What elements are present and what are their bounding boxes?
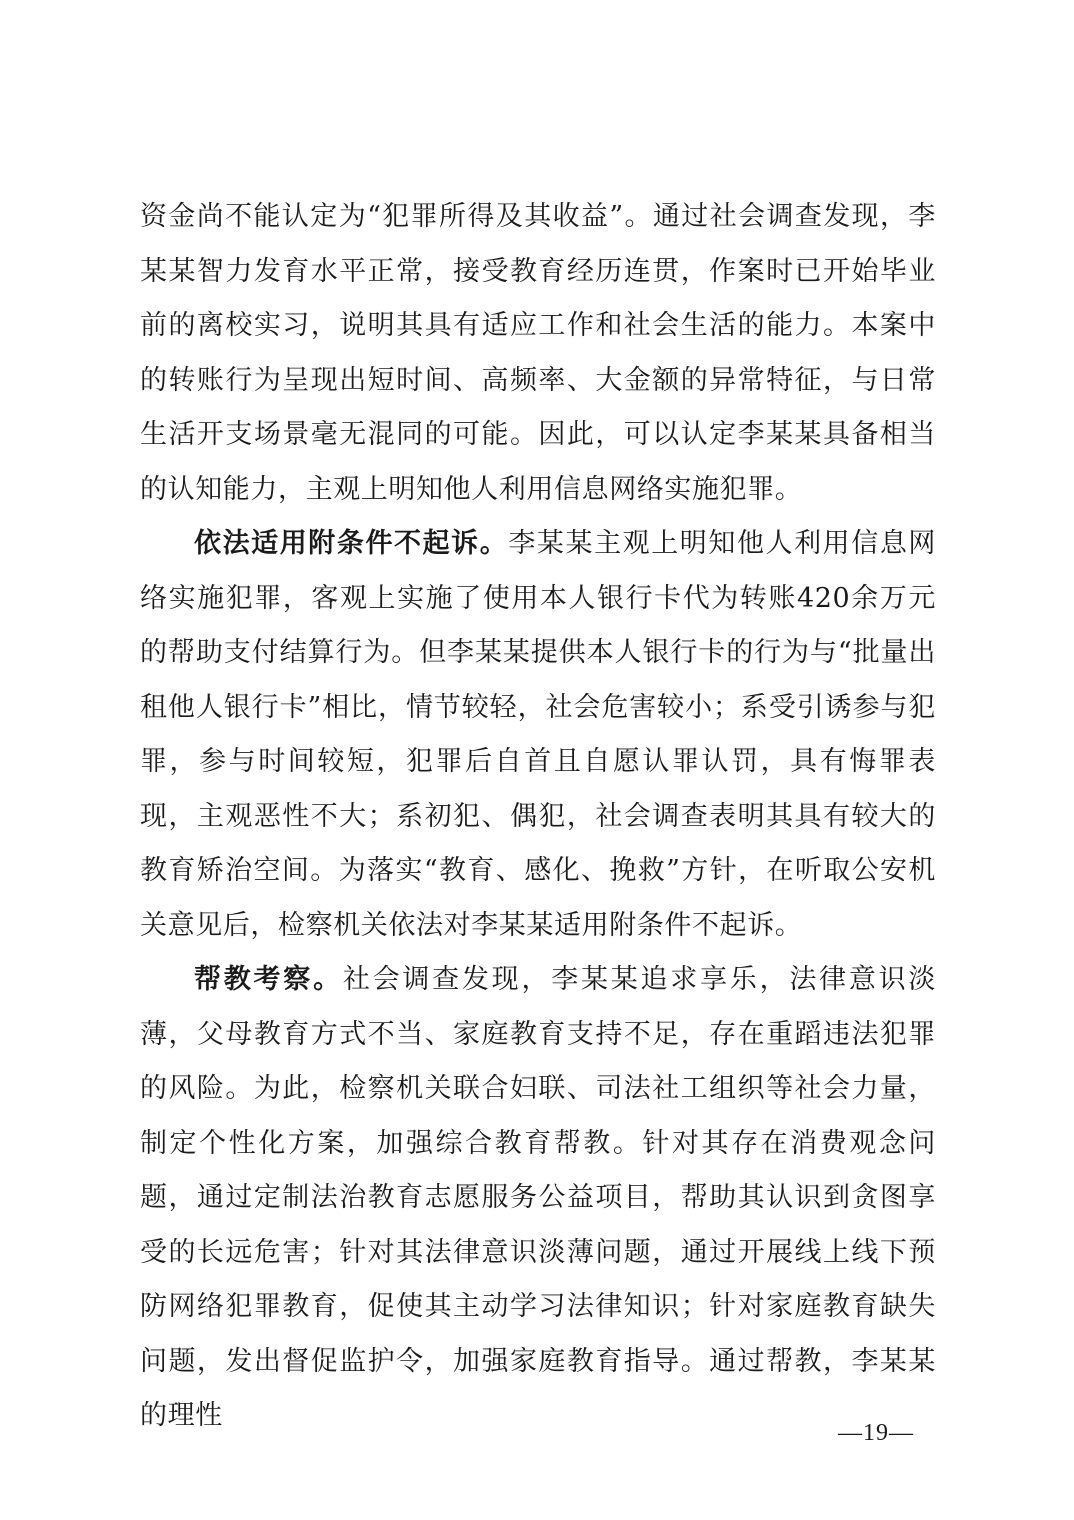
- paragraph-2-heading: 依法适用附条件不起诉。: [194, 528, 509, 559]
- body-text: [140, 190, 936, 1444]
- paragraph-3-heading: 帮教考察。: [194, 964, 343, 995]
- paragraph-2-text: 李某某主观上明知他人利用信息网络实施犯罪，客观上实施了使用本人银行卡代为转账420余万元的帮助支付结算行为。但李某某提供本人银行卡的行为与“批量出租他人银行卡”相比，情节较轻，社会危害较小；系受引诱参与犯罪，参与时间较短，犯罪后自首且自愿认罪认罚，具有悔罪表现，主观恶性不大；系初犯、偶犯，社会调查表明其具有较大的教育矫治空间。为落实“教育、感化、挽救”方针，在听取公安机关意见后，检察机关依法对李某某适用附条件不起诉。: [140, 528, 937, 941]
- page-number: —19—: [838, 1420, 914, 1446]
- paragraph-1-text: 资金尚不能认定为“犯罪所得及其收益”。通过社会调查发现，李某某智力发育水平正常，接受教育经历连贯，作案时已开始毕业前的离校实习，说明其具有适应工作和社会生活的能力。本案中的转账行为呈现出短时间、高频率、大金额的异常特征，与日常生活开支场景毫无混同的可能。因此，可以认定李某某具备相当的认知能力，主观上明知他人利用信息网络实施犯罪。: [140, 201, 936, 505]
- paragraph-3: [140, 953, 936, 1444]
- paragraph-1: [140, 190, 936, 517]
- paragraph-2: [140, 517, 936, 953]
- paragraph-3-text: 社会调查发现，李某某追求享乐，法律意识淡薄，父母教育方式不当、家庭教育支持不足，存在重蹈违法犯罪的风险。为此，检察机关联合妇联、司法社工组织等社会力量，制定个性化方案，加强综合教育帮教。针对其存在消费观念问题，通过定制法治教育志愿服务公益项目，帮助其认识到贪图享受的长远危害；针对其法律意识淡薄问题，通过开展线上线下预防网络犯罪教育，促使其主动学习法律知识；针对家庭教育缺失问题，发出督促监护令，加强家庭教育指导。通过帮教，李某某的理性: [140, 964, 937, 1431]
